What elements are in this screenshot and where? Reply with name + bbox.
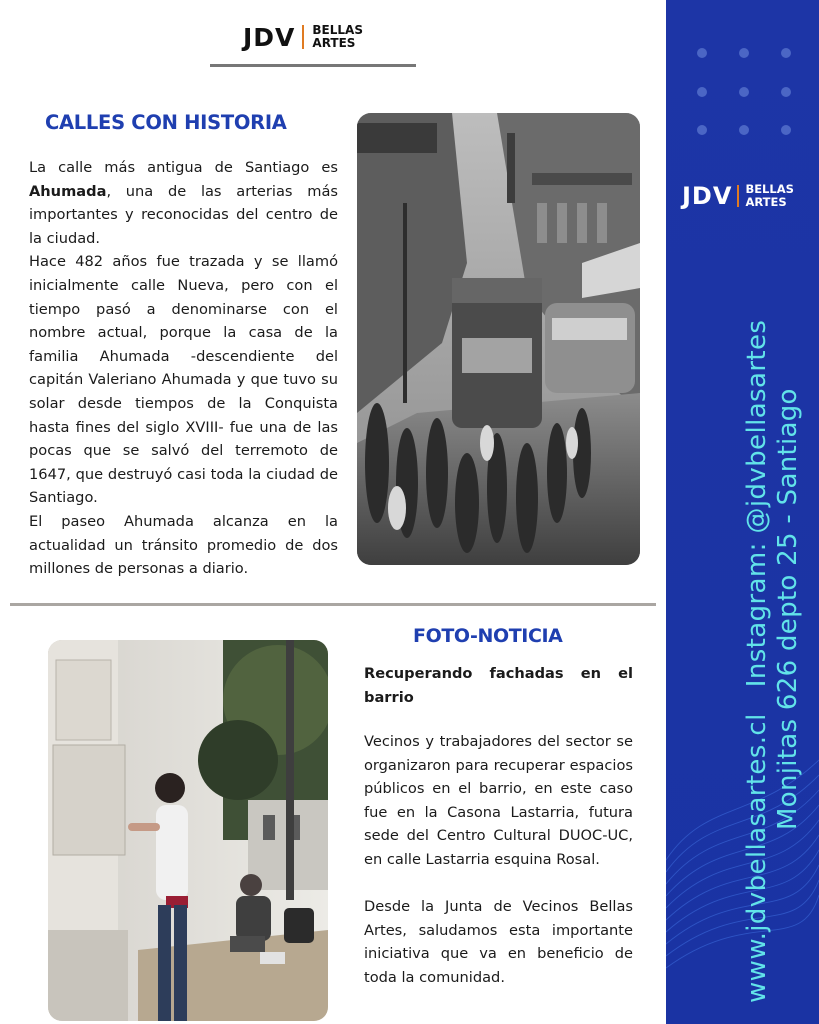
section-divider bbox=[10, 603, 656, 606]
section2-title: FOTO-NOTICIA bbox=[413, 625, 563, 647]
section2-paragraph-2: Desde la Junta de Vecinos Bellas Artes, saludamos esta importante iniciativa que va en beneficio de toda la comunidad. bbox=[364, 898, 633, 986]
section1-p1-text: La calle más antigua de Santiago es bbox=[29, 159, 338, 176]
section2-body bbox=[364, 730, 633, 1013]
sidebar-logo-divider bbox=[737, 185, 739, 207]
section2-subtitle bbox=[364, 662, 633, 709]
section1-title: CALLES CON HISTORIA bbox=[45, 111, 287, 134]
section1-paragraph-2: Hace 482 años fue trazada y se llamó inicialmente calle Nueva, pero con el tiempo pasó a denominarse con el nombre actual, porque la casa de la familia Ahumada -descendiente del capitán Valeriano Ahumada y que tuvo su solar desde tiempos de la Conquista hasta fines del siglo XVIII- fue una de las pocas que se salvó del terremoto de 1647, que destruyó casi toda la ciudad de Santiago. bbox=[29, 253, 338, 507]
sidebar-logo bbox=[682, 183, 794, 208]
section1-p1-text-end: , una de las arterias más importantes y reconocidas del centro de la ciudad. bbox=[29, 182, 338, 247]
logo-text-line1: BELLAS bbox=[312, 23, 363, 37]
header-logo bbox=[243, 20, 363, 54]
section2-paragraph-1: Vecinos y trabajadores del sector se organizaron para recuperar espacios públicos en el barrio, en este caso fue en la Casona Lastarria, futura sede del Centro Cultural DUOC-UC, en calle Lastarria esquina Rosal. bbox=[364, 733, 633, 868]
facade-restoration-photo bbox=[48, 640, 328, 1021]
logo-text bbox=[312, 24, 363, 50]
logo-mark: JDV bbox=[243, 22, 296, 52]
sidebar-address: Monjitas 626 depto 25 - Santiago bbox=[773, 388, 803, 830]
section1-body bbox=[29, 156, 338, 581]
sidebar-logo-text bbox=[745, 183, 793, 208]
sidebar-web-and-instagram: www.jdvbellasartes.cl Instagram: @jdvbellasartes bbox=[742, 319, 772, 1003]
sidebar-logo-mark: JDV bbox=[682, 181, 733, 210]
section1-paragraph-1 bbox=[29, 156, 338, 250]
dot-pattern-decoration bbox=[666, 0, 819, 160]
section2-subtitle-line1: Recuperando fachadas en el bbox=[364, 665, 633, 682]
historic-street-photo bbox=[357, 113, 640, 565]
sidebar-logo-line1: BELLAS bbox=[745, 182, 794, 196]
header-divider bbox=[210, 64, 416, 67]
section2-subtitle-line2: barrio bbox=[364, 688, 414, 706]
logo-divider bbox=[302, 25, 304, 49]
section1-paragraph-3: El paseo Ahumada alcanza en la actualidad un tránsito promedio de dos millones de personas a diario. bbox=[29, 512, 338, 578]
logo-text-line2: ARTES bbox=[312, 36, 356, 50]
section1-p1-bold: Ahumada bbox=[29, 182, 107, 200]
sidebar-logo-line2: ARTES bbox=[745, 194, 787, 209]
